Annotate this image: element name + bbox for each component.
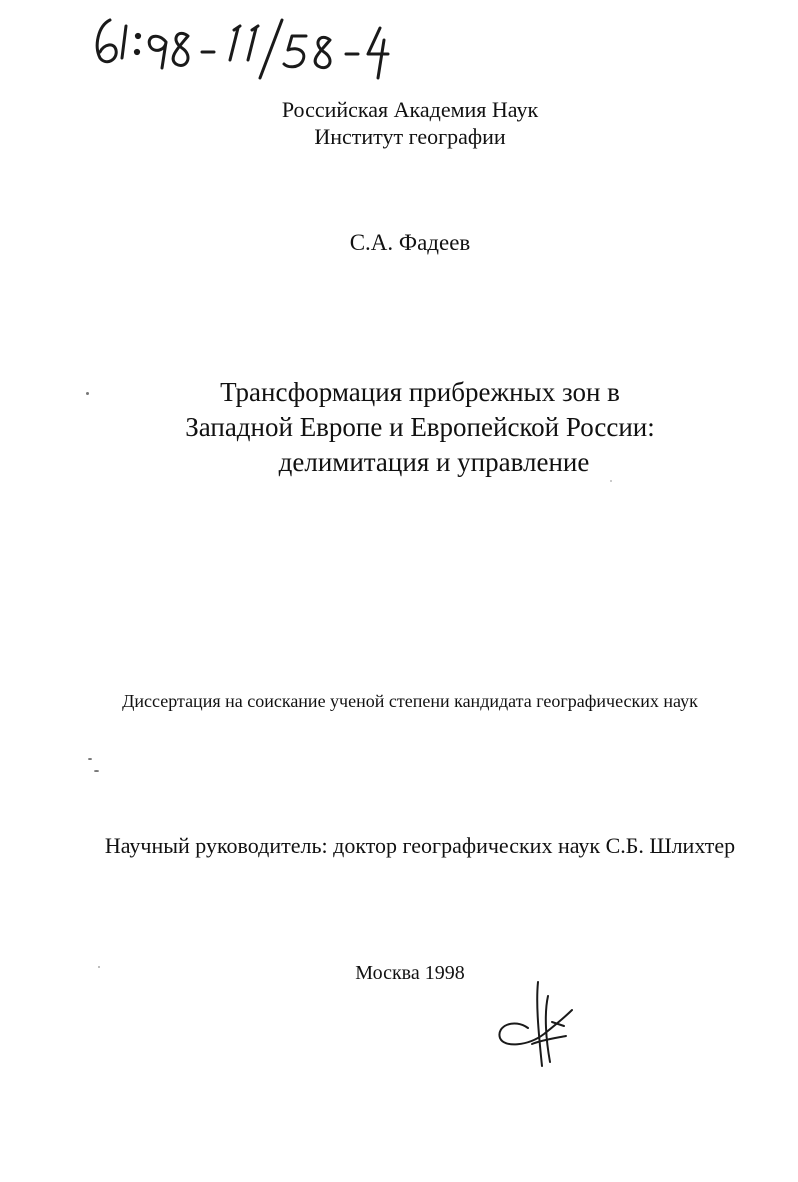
handwritten-archive-mark-drawing bbox=[88, 6, 418, 86]
handwritten-signature bbox=[492, 978, 576, 1070]
scan-speck bbox=[610, 480, 612, 482]
scan-speck bbox=[98, 966, 100, 968]
thesis-title bbox=[140, 375, 700, 480]
institution-institute: Институт географии bbox=[314, 124, 506, 149]
scan-speck bbox=[94, 770, 99, 772]
thesis-title-line-2: Западной Европе и Европейской России: bbox=[185, 412, 655, 442]
scan-speck bbox=[88, 758, 92, 760]
institution-academy: Российская Академия Наук bbox=[281, 97, 539, 122]
city-and-year: Москва 1998 bbox=[355, 962, 465, 984]
degree-statement: Диссертация на соискание ученой степени кандидата географических наук bbox=[122, 691, 698, 711]
thesis-title-line-3: делимитация и управление bbox=[278, 447, 590, 477]
institution-heading bbox=[240, 96, 580, 150]
thesis-title-line-1: Трансформация прибрежных зон в bbox=[220, 377, 620, 407]
signature-icon bbox=[492, 978, 576, 1070]
scientific-supervisor: Научный руководитель: доктор географических наук С.Б. Шлихтер bbox=[104, 833, 736, 858]
author-name: С.А. Фадеев bbox=[349, 230, 471, 255]
archive-number-handwritten bbox=[88, 6, 418, 86]
scan-speck bbox=[86, 392, 89, 395]
